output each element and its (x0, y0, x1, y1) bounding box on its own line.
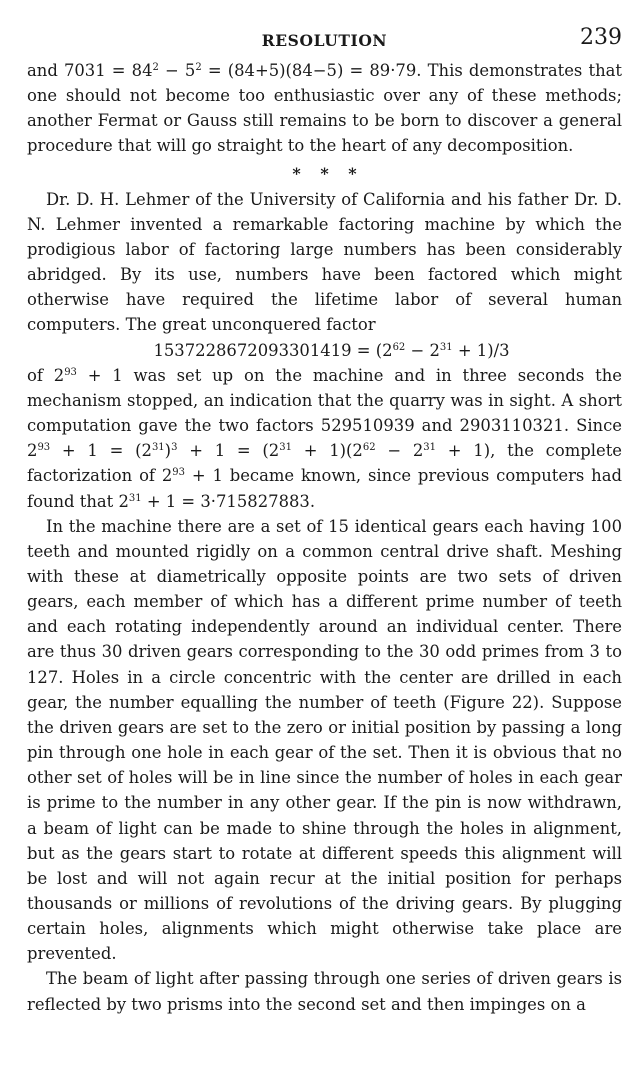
running-title: RESOLUTION (261, 31, 388, 50)
paragraph-factorization: of $2^{93} + 1$ was set up on the machine and in three seconds the mechanism stopped, an indication that the quarry was in sight. A short computation gave the two factors 529510939 and 2903110321. Since $2^{93} + 1 = (2^{31})^3 + 1 = (2^{31} + 1)(2^{62} - 2^{31} + 1)$, the complete factorization of $2^{93} + 1$ became known, since previous computers had found that $2^{31} + 1 = 3\cdot 715827883$. (27, 365, 622, 511)
display-equation: $1537228672093301419 = (2^{62} - 2^{31} + 1)/3$ (153, 340, 510, 360)
paragraph-lehmer: Dr. D. H. Lehmer of the University of California and his father Dr. D. N. Lehmer invented a remarkable factoring machine by which the prodigious labor of factoring large numbers has been considerably abridged. By its use, numbers have been factored which might otherwise have required the lifetime labor of several human computers. The great unconquered factor (27, 189, 622, 335)
paragraph-machine: In the machine there are a set of 15 identical gears each having 100 teeth and mounted rigidly on a common central drive shaft. Meshing with these at diametrically opposite points are two sets of driven gears, each member of which has a different prime number of teeth and each rotating independently around an individual center. There are thus 30 driven gears corresponding to the 30 odd primes from 3 to 127. Holes in a circle concentric with the center are drilled in each gear, the number equalling the number of teeth (Figure 22). Suppose the driven gears are set to the zero or initial position by passing a long pin through one hole in each gear of the set. Then it is obvious that no other set of holes will be in line since the number of holes in each gear is prime to the number in any other gear. If the pin is now withdrawn, a beam of light can be made to shine through the holes in alignment, but as the gears start to rotate at different speeds this alignment will be lost and will not again recur at the initial position for perhaps thousands or millions of revolutions of the driving gears. By plugging certain holes, alignments which might otherwise take place are prevented. (27, 516, 622, 964)
running-head (27, 22, 622, 58)
paragraph-continued: and $7031 = 84^2 - 5^2 = (84+5)(84-5) = 89\cdot 79$. This demonstrates that one should not become too enthusiastic over any of these methods; another Fermat or Gauss still remains to be born to discover a general procedure that will go straight to the heart of any decomposition. (27, 61, 622, 156)
body-text (27, 58, 622, 1017)
book-page (27, 22, 622, 1017)
section-separator: * * * (292, 163, 357, 183)
paragraph-beam: The beam of light after passing through one series of driven gears is reflected by two prisms into the second set and then impinges on a (27, 969, 622, 1014)
page-number: 239 (580, 25, 622, 50)
